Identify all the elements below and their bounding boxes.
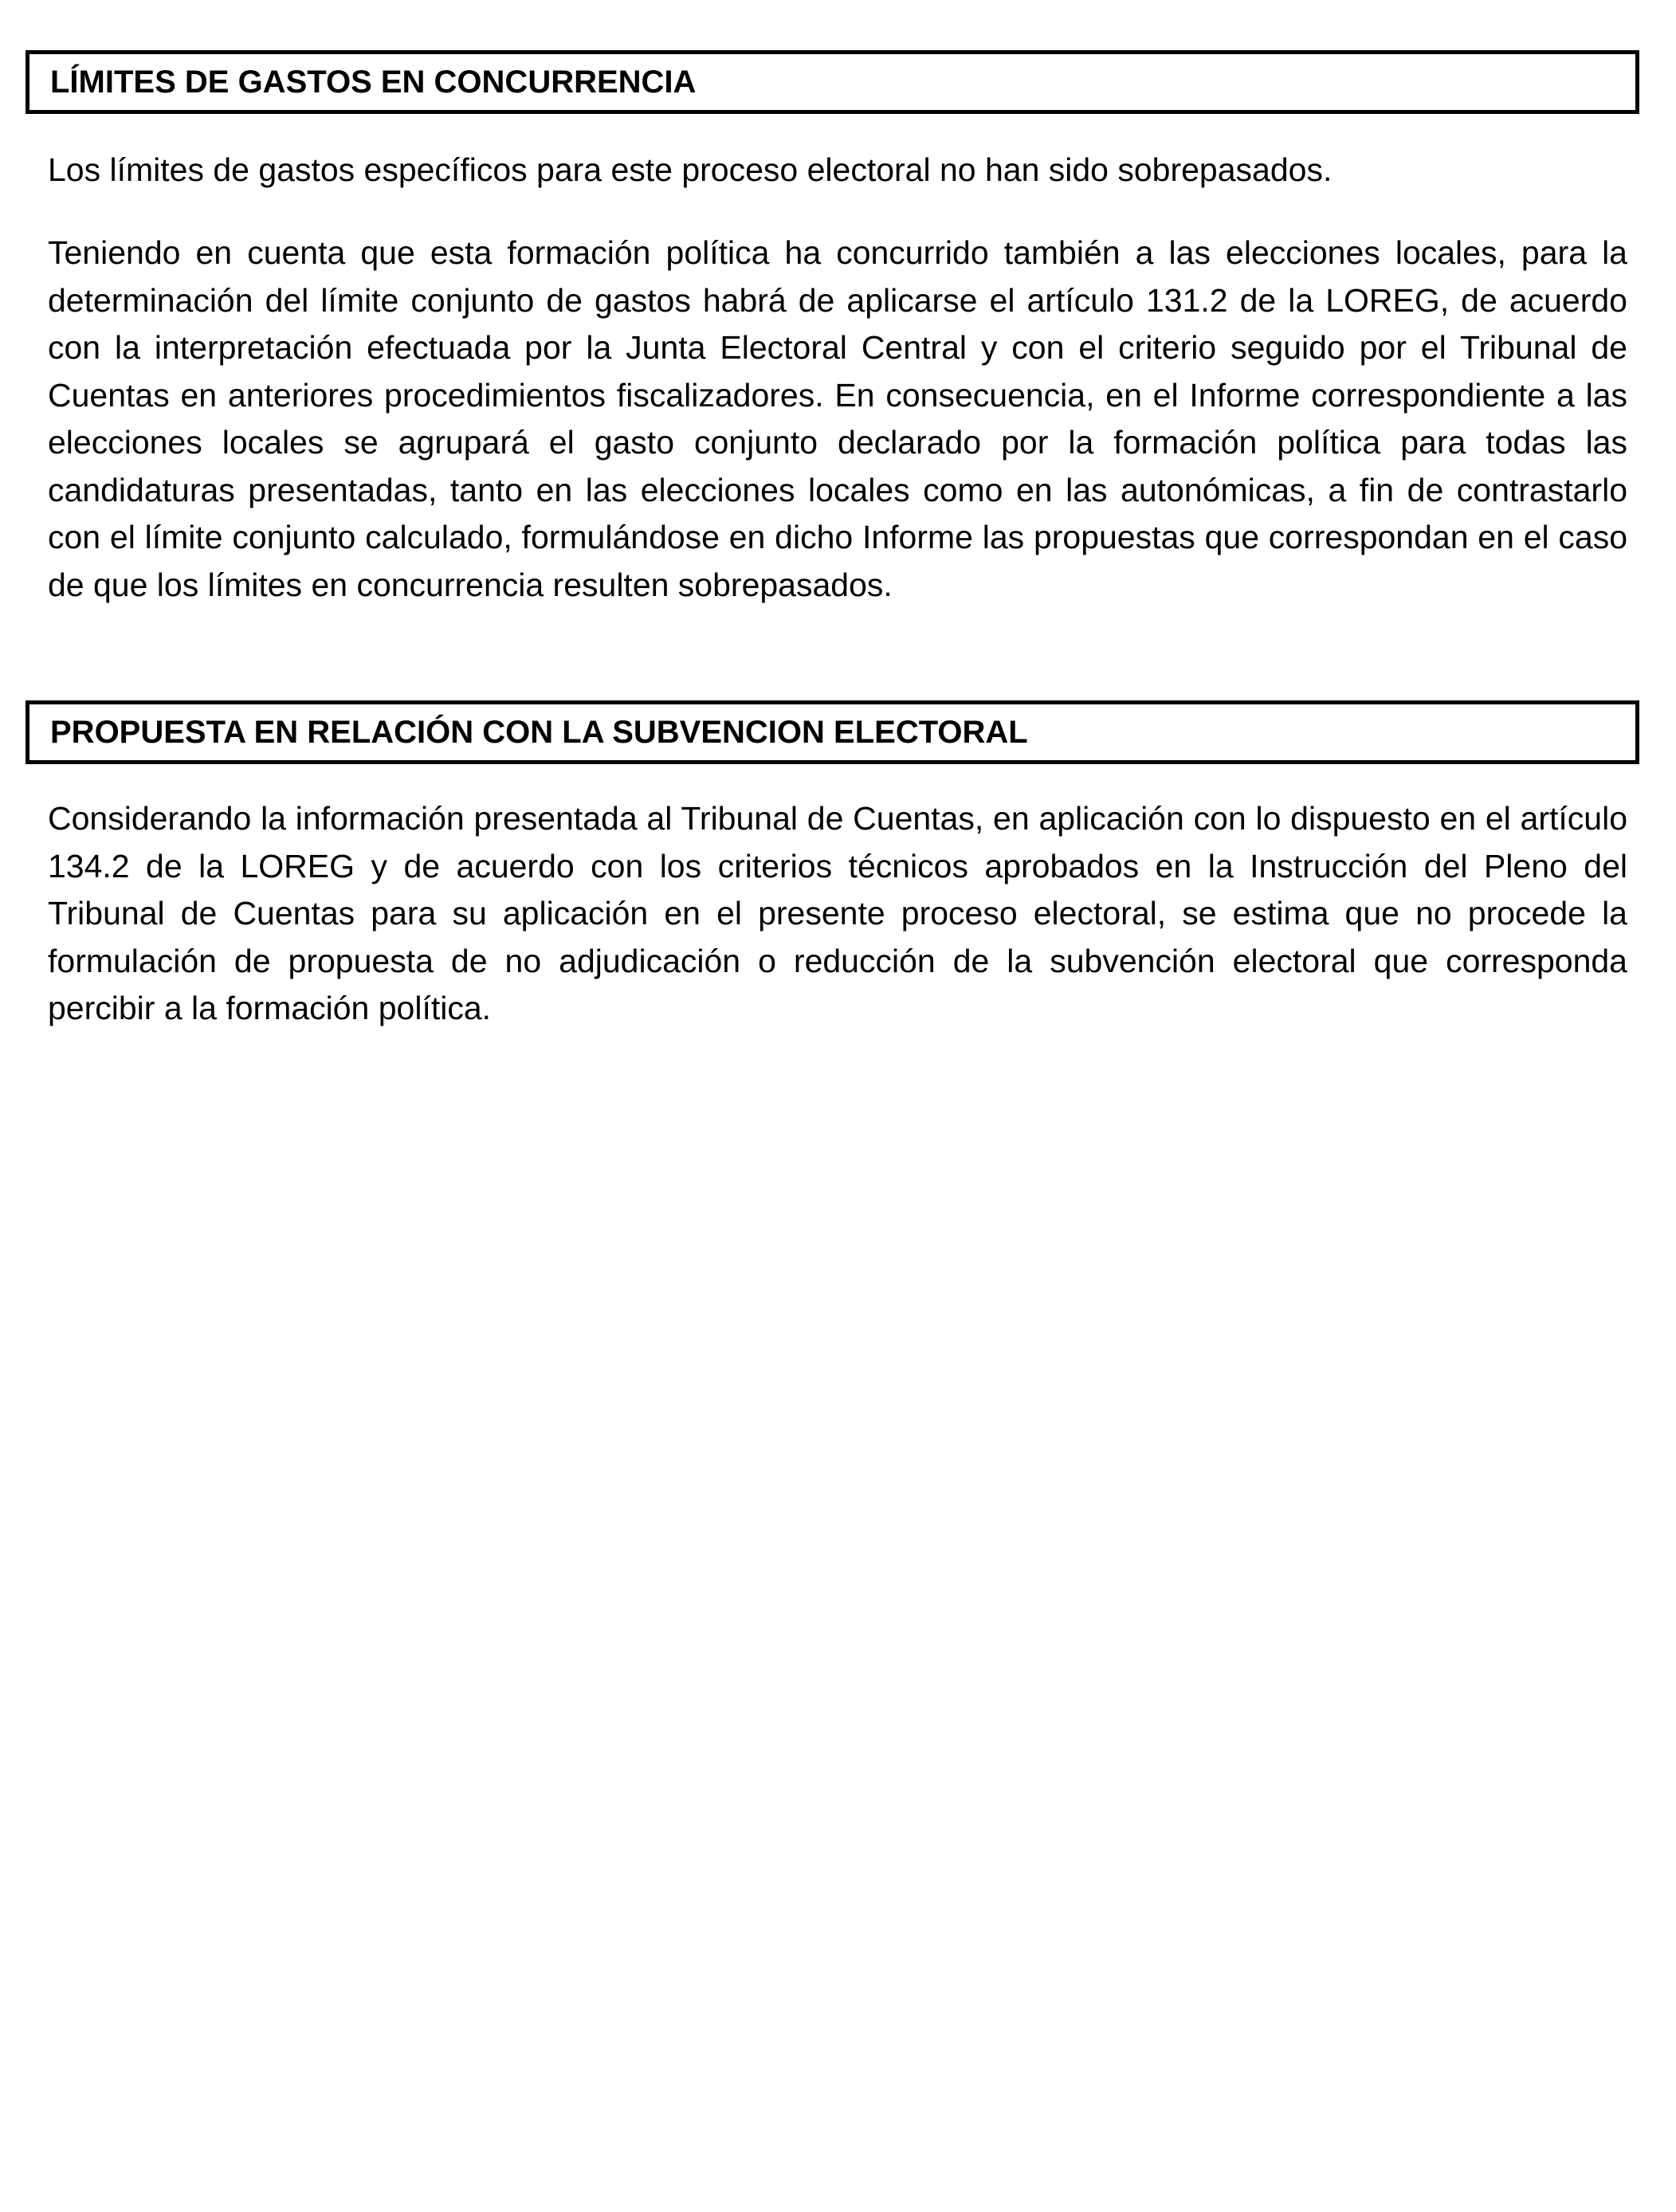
paragraph-limites-not-exceeded: Los límites de gastos específicos para este proceso electoral no han sido sobrepasados.: [48, 151, 1333, 188]
section-heading-limites: LÍMITES DE GASTOS EN CONCURRENCIA: [26, 50, 1639, 114]
section-heading-propuesta: PROPUESTA EN RELACIÓN CON LA SUBVENCION ELECTORAL: [26, 700, 1639, 764]
paragraph-concurrence-explanation: Teniendo en cuenta que esta formación política ha concurrido también a las elecciones locales, para la determinación del límite conjunto de gastos habrá de aplicarse el artículo 131.2 de la LOREG, de acuerdo con la interpretación efectuada por la Junta Electoral Central y con el criterio seguido por el Tribunal de Cuentas en anteriores procedimientos fiscalizadores. En consecuencia, en el Informe correspondiente a las elecciones locales se agrupará el gasto conjunto declarado por la formación política para todas las candidaturas presentadas, tanto en las elecciones locales como en las autonómicas, a fin de contrastarlo con el límite conjunto calculado, formulándose en dicho Informe las propuestas que correspondan en el caso de que los límites en concurrencia resulten sobrepasados.: [48, 234, 1627, 603]
paragraph-subvencion-proposal: Considerando la información presentada al Tribunal de Cuentas, en aplicación con lo dispuesto en el artículo 134.2 de la LOREG y de acuerdo con los criterios técnicos aprobados en la Instrucción del Pleno del Tribunal de Cuentas para su aplicación en el presente proceso electoral, se estima que no procede la formulación de propuesta de no adjudicación o reducción de la subvención electoral que corresponda percibir a la formación política.: [48, 800, 1627, 1026]
